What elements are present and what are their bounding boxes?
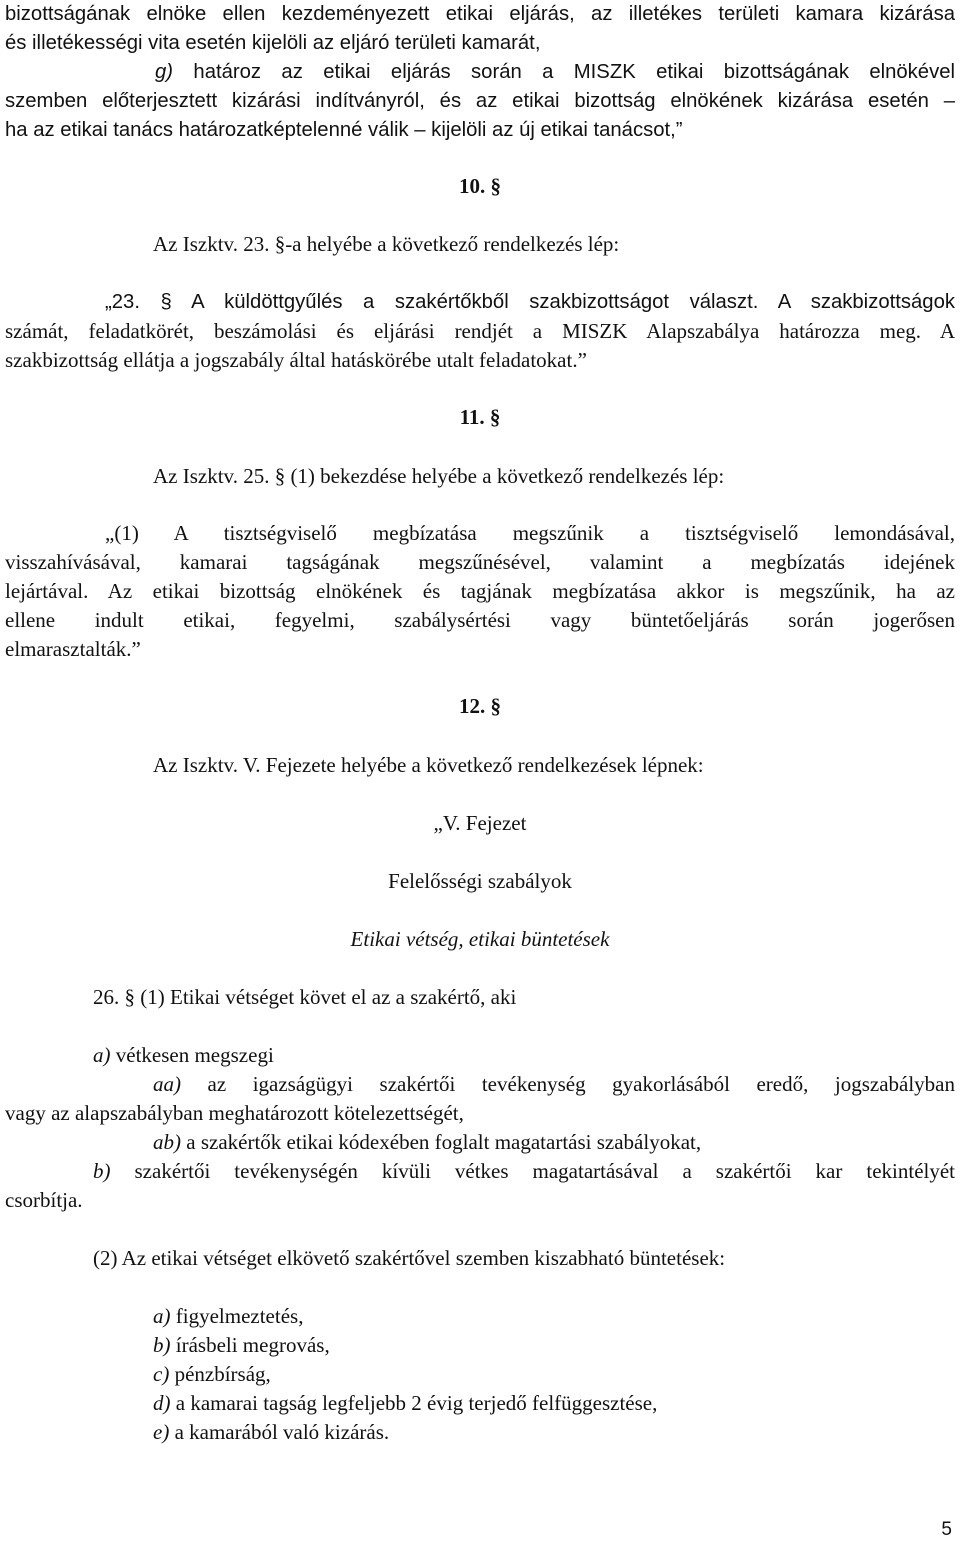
item-text: figyelmeztetés, <box>175 1304 304 1328</box>
item-label: b) <box>93 1159 111 1183</box>
paragraph-line: ellene indult etikai, fegyelmi, szabálysértési vagy büntetőeljárás során jogerősen <box>5 608 955 632</box>
paragraph-line: számát, feladatkörét, beszámolási és eljárási rendjét a MISZK Alapszabálya határozza meg. A <box>5 319 955 343</box>
section-heading-12: 12. § <box>459 694 501 718</box>
chapter-heading: „V. Fejezet <box>433 811 527 835</box>
item-text: a szakértők etikai kódexében foglalt magatartási szabályokat, <box>186 1130 702 1154</box>
paragraph-line: ha az etikai tanács határozatképtelenné válik – kijelöli az új etikai tanácsot,” <box>5 119 683 141</box>
page-number: 5 <box>941 1519 952 1540</box>
paragraph-line: szemben előterjesztett kizárási indítványról, és az etikai bizottság elnökének kizárása esetén – <box>5 90 955 112</box>
item-text: írásbeli megrovás, <box>175 1333 330 1357</box>
paragraph-line: vagy az alapszabályban meghatározott kötelezettségét, <box>5 1101 464 1125</box>
list-item <box>153 1302 303 1331</box>
paragraph-line: „(1) A tisztségviselő megbízatása megszűnik a tisztségviselő lemondásával, <box>105 521 955 545</box>
paragraph-line: bizottságának elnöke ellen kezdeményezett etikai eljárás, az illetékes területi kamara kizárása <box>5 3 955 25</box>
paragraph-line: lejártával. Az etikai bizottság elnökének és tagjának megbízatása akkor is megszűnik, ha az <box>5 579 955 603</box>
item-text: az igazságügyi szakértői tevékenység gyakorlásából eredő, jogszabályban <box>207 1072 956 1096</box>
item-text: a kamarai tagság legfeljebb 2 évig terjedő felfüggesztése, <box>175 1391 658 1415</box>
item-label: c) <box>153 1362 170 1386</box>
item-label: b) <box>153 1333 171 1357</box>
paragraph-26-1: 26. § (1) Etikai vétséget követ el az a szakértő, aki <box>93 985 517 1009</box>
paragraph-line: és illetékességi vita esetén kijelöli az eljáró területi kamarát, <box>5 32 541 54</box>
section-heading-11: 11. § <box>459 405 501 429</box>
item-text: pénzbírság, <box>174 1362 271 1386</box>
item-text: határoz az etikai eljárás során a MISZK etikai bizottságának elnökével <box>193 61 956 83</box>
list-item <box>93 1157 955 1186</box>
list-item <box>153 1128 701 1157</box>
paragraph-26-2: (2) Az etikai vétséget elkövető szakértővel szemben kiszabható büntetések: <box>93 1246 726 1270</box>
paragraph-line <box>155 58 955 87</box>
item-label: ab) <box>153 1130 181 1154</box>
chapter-subtitle: Etikai vétség, etikai büntetések <box>350 927 610 951</box>
chapter-title: Felelősségi szabályok <box>388 869 572 893</box>
paragraph-line: elmarasztalták.” <box>5 637 141 661</box>
item-label: g) <box>155 61 174 83</box>
item-label: d) <box>153 1391 171 1415</box>
item-text: szakértői tevékenységén kívüli vétkes magatartásával a szakértői kar tekintélyét <box>134 1159 955 1183</box>
item-label: a) <box>93 1043 111 1067</box>
item-label: a) <box>153 1304 171 1328</box>
item-label: e) <box>153 1420 170 1444</box>
list-item <box>153 1389 657 1418</box>
list-item <box>153 1331 330 1360</box>
list-item <box>153 1418 389 1447</box>
paragraph-line: csorbítja. <box>5 1188 83 1212</box>
section-intro: Az Iszktv. 23. §-a helyébe a következő rendelkezés lép: <box>153 232 620 256</box>
list-item <box>93 1041 274 1070</box>
item-text: vétkesen megszegi <box>115 1043 274 1067</box>
section-intro: Az Iszktv. V. Fejezete helyébe a következő rendelkezések lépnek: <box>153 753 704 777</box>
paragraph-line: szakbizottság ellátja a jogszabály által hatáskörébe utalt feladatokat.” <box>5 348 587 372</box>
list-item <box>153 1070 955 1099</box>
list-item <box>153 1360 271 1389</box>
paragraph-line: visszahívásával, kamarai tagságának megszűnésével, valamint a megbízatás idejének <box>5 550 955 574</box>
item-label: aa) <box>153 1072 181 1096</box>
section-heading-10: 10. § <box>459 174 501 198</box>
paragraph-line: „23. § A küldöttgyűlés a szakértőkből szakbizottságot választ. A szakbizottságok <box>105 291 955 313</box>
section-intro: Az Iszktv. 25. § (1) bekezdése helyébe a következő rendelkezés lép: <box>153 464 725 488</box>
item-text: a kamarából való kizárás. <box>174 1420 390 1444</box>
